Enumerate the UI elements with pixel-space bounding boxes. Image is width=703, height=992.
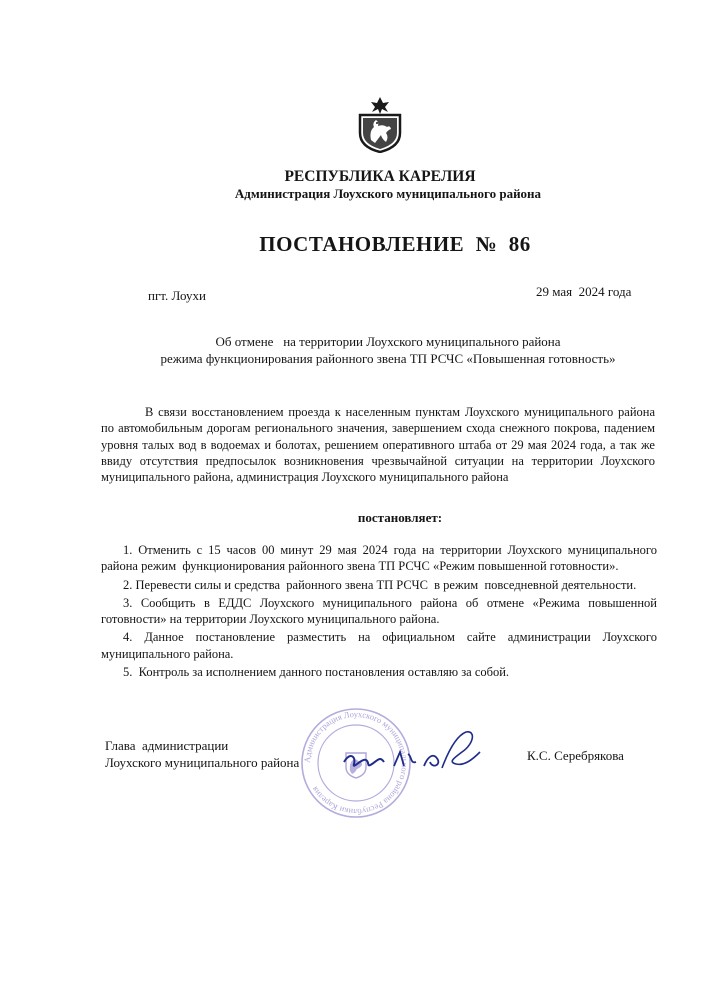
- svg-text:Администрация Лоухского муници: Администрация Лоухского муниципального района Республики Карелия: [301, 708, 411, 818]
- administration-name: Администрация Лоухского муниципального района: [234, 186, 542, 201]
- document-place: пгт. Лоухи: [148, 288, 206, 303]
- decree-item: 3. Сообщить в ЕДДС Лоухского муниципального района об отмене «Режима повышенной готовности» на территории Лоухского муниципального района.: [101, 595, 661, 627]
- decree-item: 4. Данное постановление разместить на официальном сайте администрации Лоухского муниципального района.: [101, 630, 661, 661]
- decree-item: 1. Отменить с 15 часов 00 минут 29 мая 2024 года на территории Лоухского муниципального района режим функционирования районного звена ТП РСЧС «Режим повышенной готовности».: [101, 543, 661, 574]
- coat-of-arms-icon: [357, 97, 403, 153]
- preamble-paragraph: В связи восстановлением проезда к населенным пунктам Лоухского муниципального района по автомобильным дорогам регионального значения, завершением схода снежного покрова, падением уровня талых вод в водоемах и болотах, решением оперативного штаба от 29 мая 2024 года, а так же ввиду отсутствия предпосылок возникновения чрезвычайной ситуации на территории Лоухского муниципального района, администрация Лоухского муниципального района: [101, 405, 655, 485]
- decree-items-list: [101, 542, 661, 682]
- signer-title-line-2: Лоухского муниципального района: [105, 755, 300, 770]
- document-date: 29 мая 2024 года: [536, 284, 632, 299]
- subject-line-1: Об отмене на территории Лоухского муниципального района: [215, 334, 561, 349]
- document-title: ПОСТАНОВЛЕНИЕ № 86: [259, 232, 531, 256]
- signer-title-line-1: Глава администрации: [105, 738, 229, 753]
- republic-name: РЕСПУБЛИКА КАРЕЛИЯ: [284, 168, 476, 185]
- decree-item: 2. Перевести силы и средства районного звена ТП РСЧС в режим повседневной деятельности.: [123, 577, 637, 592]
- subject-line-2: режима функционирования районного звена ТП РСЧС «Повышенная готовность»: [160, 351, 616, 366]
- decree-item: 5. Контроль за исполнением данного постановления оставляю за собой.: [123, 665, 510, 680]
- signer-name: К.С. Серебрякова: [527, 748, 624, 763]
- decree-word: постановляет:: [357, 510, 443, 525]
- handwritten-signature: [336, 722, 490, 782]
